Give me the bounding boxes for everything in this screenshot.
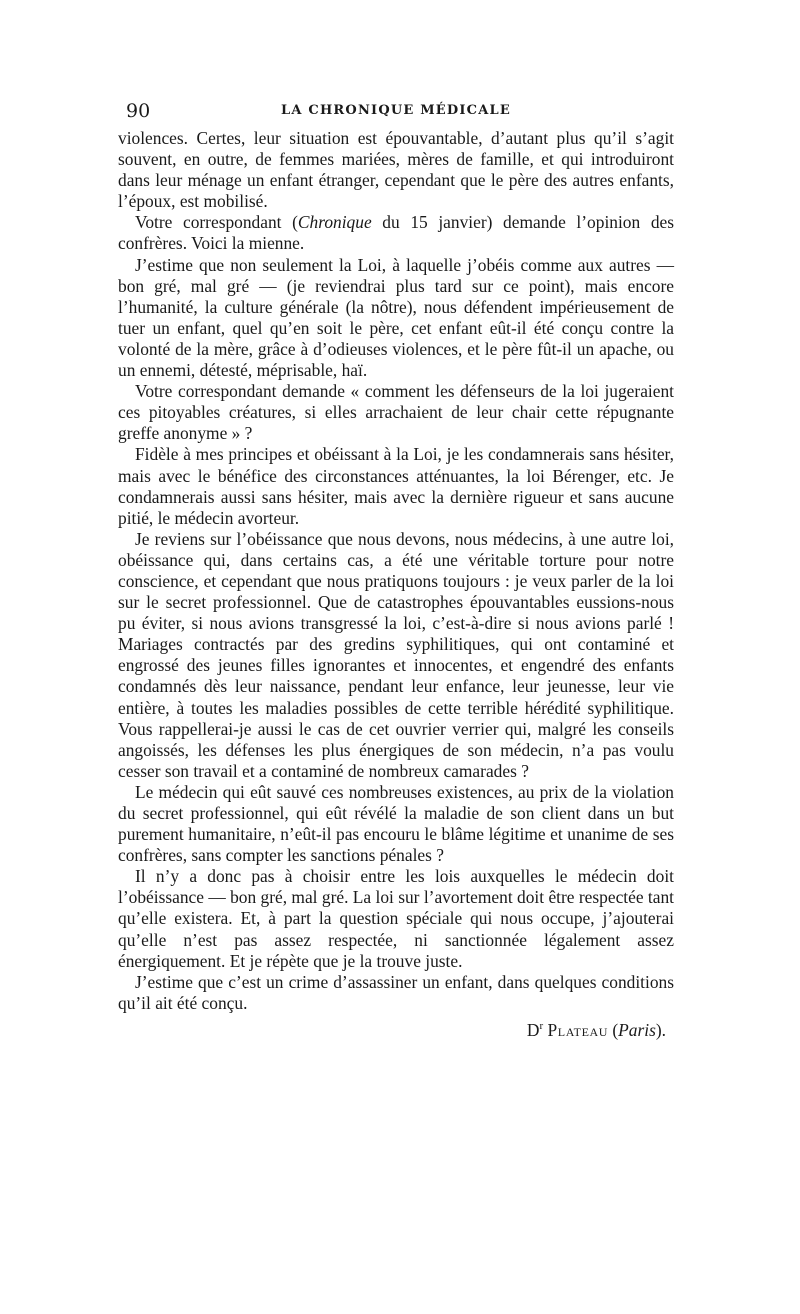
author-signature: $D^r$ Plateau (Paris). <box>526 1019 666 1040</box>
paragraph-4: Votre correspondant demande « comment les défenseurs de la loi jugeraient ces pitoyables créatures, si elles arrachaient de leur chair cette répugnante greffe anonyme » ? <box>118 381 674 444</box>
author-name: Plateau <box>547 1019 609 1040</box>
paragraph-9: J’estime que c’est un crime d’assassiner un enfant, dans quelques conditions qu’il ait été conçu. <box>118 971 674 1013</box>
paragraph-7: Le médecin qui eût sauvé ces nombreuses existences, au prix de la violation du secret professionnel, qui eût révélé la maladie de son client dans un but purement humanitaire, n’eût-il pas encouru le blâme légitime et unanime de ses confrères, sans compter les sanctions pénales ? <box>118 781 674 866</box>
author-title: D <box>526 1019 540 1040</box>
journal-page <box>118 100 674 1041</box>
page-number: 90 <box>126 100 151 122</box>
running-head <box>118 100 674 128</box>
paragraph-2: Votre correspondant (Chronique du 15 janvier) demande l’opinion des confrères. Voici la mienne. <box>118 212 675 254</box>
paragraph-8: Il n’y a donc pas à choisir entre les lois auxquelles le médecin doit l’obéissance — bon gré, mal gré. La loi sur l’avortement doit être respectée tant qu’elle existera. Et, à part la question spéciale qui nous occupe, j’ajouterai qu’elle n’est pas assez respectée, ni sanctionnée légalement assez énergiquement. Et je répète que je la trouve juste. <box>118 866 674 971</box>
paragraph-3: J’estime que non seulement la Loi, à laquelle j’obéis comme aux autres — bon gré, mal gré — (je reviendrai plus tard sur ce point), mais encore l’humanité, la culture générale (la nôtre), nous défendent impérieusement de tuer un enfant, quel qu’en soit le père, cet enfant eût-il été conçu contre la volonté de la mère, grâce à d’odieuses violences, et le père fût-il un apache, ou un ennemi, détesté, méprisable, haï. <box>118 254 674 381</box>
paragraph-5: Fidèle à mes principes et obéissant à la Loi, je les condamnerais sans hésiter, mais avec le bénéfice des circonstances atténuantes, la loi Bérenger, etc. Je condamnerais aussi sans hésiter, mais avec la dernière rigueur et sans aucune pitié, le médecin avorteur. <box>118 444 674 528</box>
paragraph-1: violences. Certes, leur situation est épouvantable, d’autant plus qu’il s’agit souvent, en outre, de femmes mariées, mères de famille, et qui introduiront dans leur ménage un enfant étranger, cependant que le père des autres enfants, l’époux, est mobilisé. <box>118 128 674 212</box>
paragraph-6: Je reviens sur l’obéissance que nous devons, nous médecins, à une autre loi, obéissance qui, dans certains cas, a été une véritable torture pour notre conscience, et cependant que nous pratiquons toujours : je veux parler de la loi sur le secret professionnel. Que de catastrophes épouvantables eussions-nous pu éviter, si nous avions transgressé la loi, c’est-à-dire si nous avions parlé ! Mariages contractés par des gredins syphilitiques, qui ont contaminé et engrossé des jeunes filles ignorantes et innocentes, et engendré des enfants condamnés dès leur naissance, pendant leur enfance, leur jeunesse, leur vie entière, à toutes les maladies possibles de cette terrible hérédité syphilitique. Vous rappellerai-je aussi le cas de cet ouvrier verrier qui, malgré les conseils angoissés, les défenses les plus énergiques de son médecin, n’a pas voulu cesser son travail et a contaminé de nombreux camarades ? <box>118 528 674 781</box>
article-body <box>118 128 674 1014</box>
journal-title: LA CHRONIQUE MÉDICALE <box>281 103 511 118</box>
journal-name-italic: Chronique <box>297 212 372 233</box>
author-title-sup: r <box>539 1020 544 1033</box>
author-place: Paris <box>618 1019 656 1040</box>
